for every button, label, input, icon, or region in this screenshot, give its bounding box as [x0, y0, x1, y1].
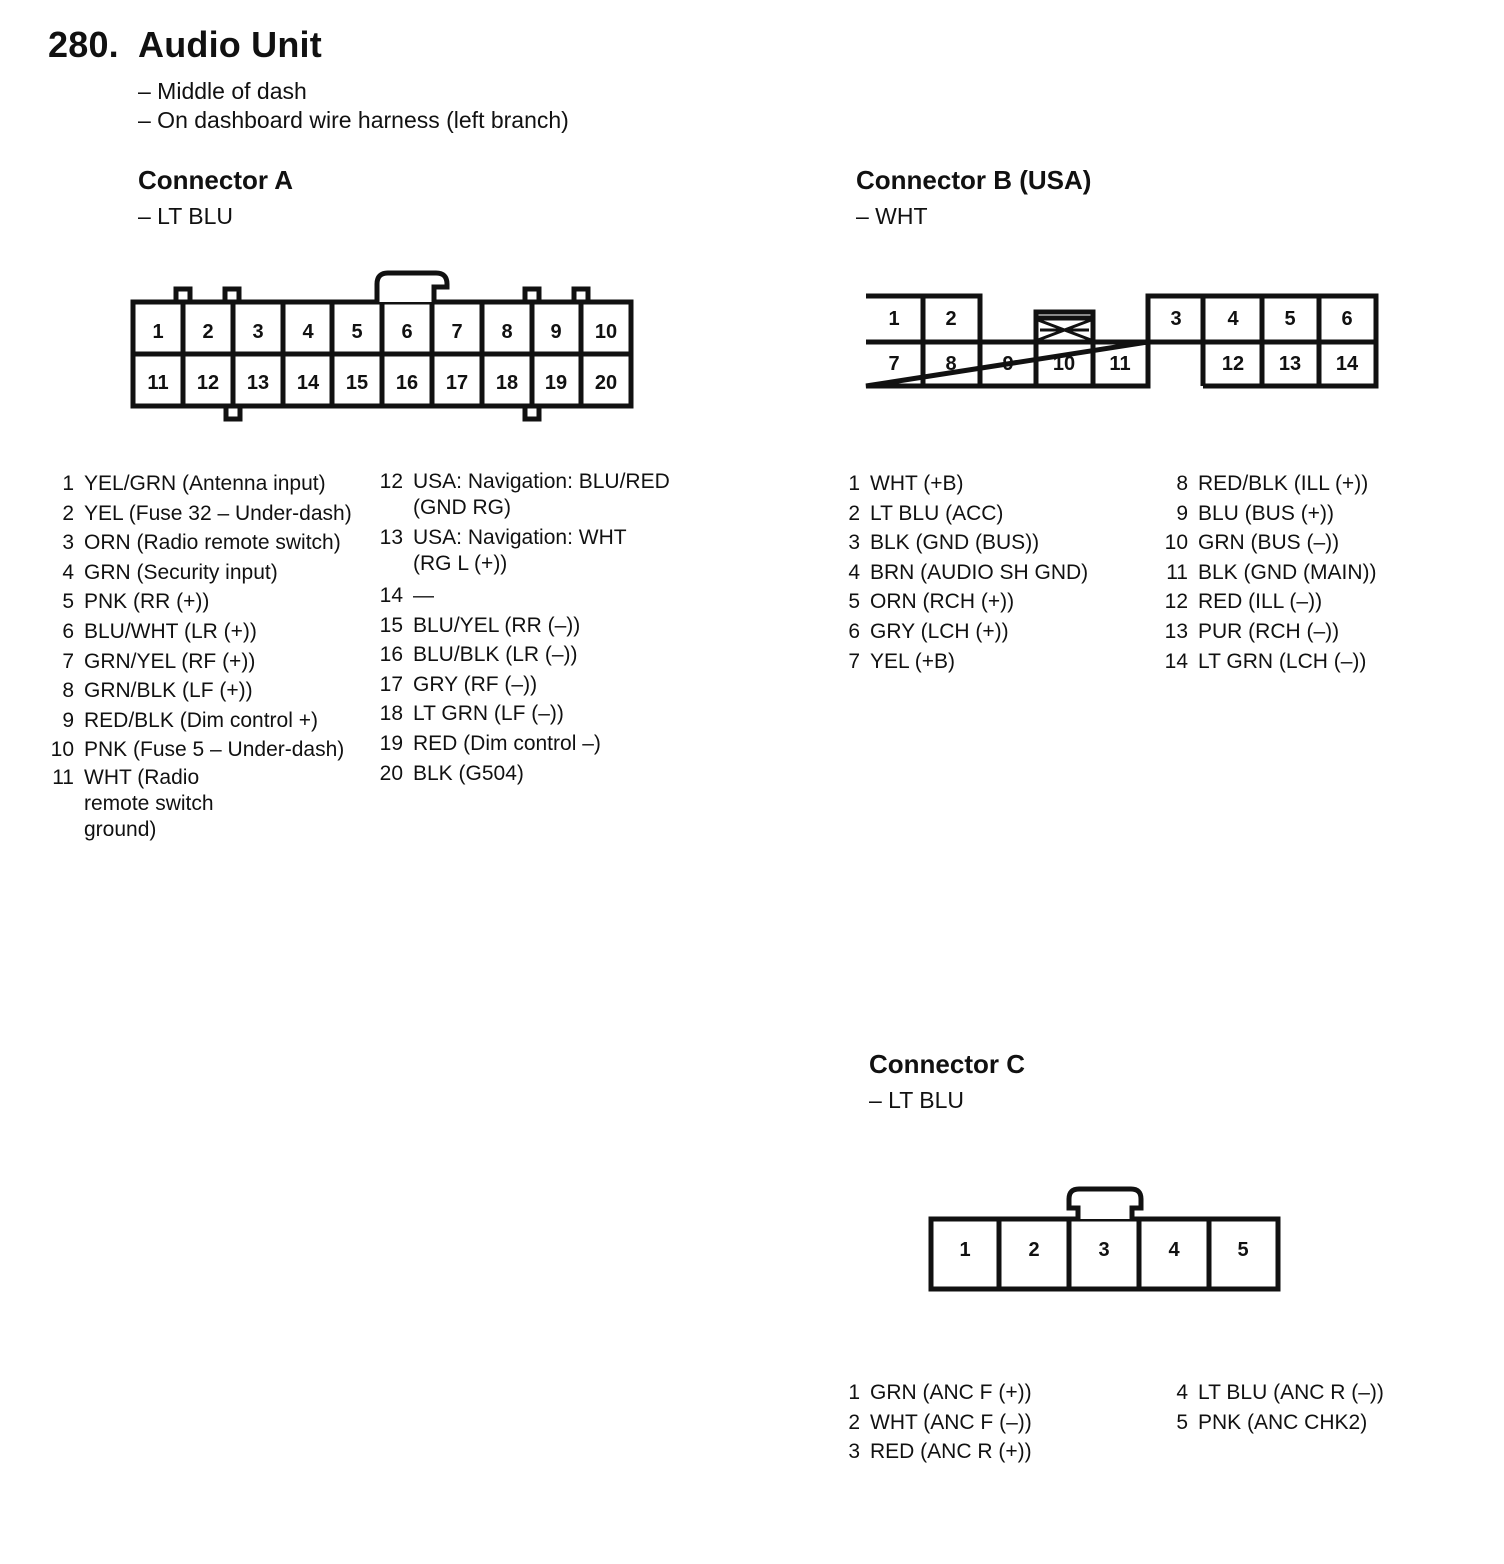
pin-number: 8: [62, 679, 74, 703]
pin-description: GRY (RF (–)): [413, 672, 538, 696]
pin-number: 1: [62, 472, 74, 495]
list-item: [377, 699, 707, 729]
pin-description: RED/BLK (ILL (+)): [1198, 472, 1369, 495]
list-item: [377, 525, 707, 577]
pin-number: 6: [848, 619, 860, 643]
pin-number: 5: [1176, 1410, 1188, 1434]
connector-c-pin-label: 4: [1168, 1239, 1180, 1261]
pin-number: 6: [62, 619, 74, 643]
pin-description: RED (ANC R (+)): [870, 1440, 1032, 1464]
pin-number: 8: [1176, 472, 1188, 495]
pin-description: GRN/YEL (RF (+)): [84, 649, 256, 673]
list-item: [834, 1378, 1154, 1408]
pin-description: USA: Navigation: WHT (RG L (+)): [413, 526, 627, 575]
pin-description: PNK (RR (+)): [84, 590, 210, 614]
connector-b-pin-label: 14: [1335, 353, 1359, 375]
list-item: [48, 647, 388, 677]
list-item: [377, 611, 707, 641]
pin-description: WHT (+B): [870, 472, 964, 495]
pin-description: YEL (+B): [870, 649, 956, 673]
pin-number: 17: [379, 672, 403, 696]
pin-number: 12: [379, 470, 403, 493]
list-item: [48, 587, 388, 617]
list-item: [48, 469, 388, 499]
pin-number: 14: [1164, 649, 1188, 673]
pin-number: 14: [379, 584, 403, 607]
pin-description: WHT (ANC F (–)): [870, 1410, 1032, 1434]
pin-number: 4: [1176, 1381, 1188, 1404]
pin-description: RED (Dim control –): [413, 731, 601, 755]
list-item: [48, 765, 388, 843]
pin-description: YEL (Fuse 32 – Under-dash): [84, 501, 352, 525]
connector-a-pin-label: 14: [296, 372, 320, 394]
connector-c-pin-list-2: [1162, 1378, 1492, 1437]
list-item: [377, 759, 707, 789]
list-item: [377, 640, 707, 670]
pin-description: YEL/GRN (Antenna input): [84, 472, 326, 495]
pin-description: GRN (BUS (–)): [1198, 531, 1340, 555]
pin-number: 1: [848, 472, 860, 495]
list-item: [377, 729, 707, 759]
list-item: [1162, 587, 1492, 617]
list-item: [48, 706, 388, 736]
pin-description: ORN (Radio remote switch): [84, 531, 341, 555]
pin-number: 1: [848, 1381, 860, 1404]
connector-a-pin-label: 16: [395, 372, 419, 394]
pin-number: 4: [848, 560, 860, 584]
connector-b-pin-label: 13: [1278, 353, 1302, 375]
list-item: [48, 676, 388, 706]
pin-description: USA: Navigation: BLU/RED (GND RG): [413, 470, 670, 519]
pin-description: WHT (Radio remote switch ground): [84, 765, 214, 841]
connector-a-pin-label: 15: [345, 372, 369, 394]
list-item: [834, 469, 1154, 499]
list-item: [1162, 528, 1492, 558]
connector-b-pin-label: 1: [888, 308, 900, 330]
connector-a-pin-label: 8: [501, 321, 513, 343]
location-line-1: – Middle of dash: [138, 78, 307, 104]
pin-description: RED (ILL (–)): [1198, 590, 1323, 614]
connector-b-pin-list-1: [834, 469, 1154, 676]
pin-description: BLK (GND (MAIN)): [1198, 560, 1377, 584]
component-title: Audio Unit: [138, 24, 322, 65]
list-item: [1162, 469, 1492, 499]
pin-description: GRN (Security input): [84, 560, 278, 584]
connector-a-pin-label: 1: [152, 321, 164, 343]
list-item: [1162, 647, 1492, 677]
connector-a-pin-label: 20: [594, 372, 618, 394]
pin-number: 3: [62, 531, 74, 555]
pin-number: 20: [379, 761, 403, 785]
connector-b-pin-label: 7: [888, 353, 900, 375]
connector-b-pin-label: 4: [1227, 308, 1239, 330]
list-item: [1162, 499, 1492, 529]
location-line-2: – On dashboard wire harness (left branch): [138, 107, 569, 133]
pin-number: 11: [1166, 560, 1188, 584]
pin-description: BLK (G504): [413, 761, 524, 785]
pin-description: LT GRN (LF (–)): [413, 702, 564, 726]
pin-number: 11: [52, 765, 74, 789]
pin-description: RED/BLK (Dim control +): [84, 708, 318, 732]
connector-a-pin-label: 5: [351, 321, 363, 343]
pin-description: LT BLU (ACC): [870, 501, 1004, 525]
pin-description: BLU/BLK (LR (–)): [413, 643, 578, 667]
connector-a-pin-label: 17: [445, 372, 469, 394]
pin-description: BLU/WHT (LR (+)): [84, 619, 257, 643]
connector-c-pin-label: 3: [1098, 1239, 1110, 1261]
connector-a-title: Connector A: [138, 165, 294, 195]
connector-b-pin-list-2: [1162, 469, 1492, 676]
connector-c-pin-list-1: [834, 1378, 1154, 1467]
pin-number: 10: [1164, 531, 1188, 555]
connector-b-pin-label: 10: [1052, 353, 1076, 375]
list-item: [48, 499, 388, 529]
pin-number: 9: [1176, 501, 1188, 525]
connector-c-title: Connector C: [869, 1049, 1025, 1079]
connector-b-pin-label: 11: [1109, 353, 1131, 375]
list-item: [48, 528, 388, 558]
pin-number: 15: [379, 613, 403, 637]
pin-number: 7: [848, 649, 860, 673]
pin-description: BLK (GND (BUS)): [870, 531, 1040, 555]
connector-a-pin-label: 19: [544, 372, 568, 394]
connector-b-pin-label: 6: [1341, 308, 1353, 330]
connector-b-color: – WHT: [856, 203, 928, 229]
connector-a-pin-label: 12: [196, 372, 220, 394]
pin-number: 7: [62, 649, 74, 673]
component-number: 280.: [48, 24, 119, 65]
pin-number: 9: [62, 708, 74, 732]
list-item: [834, 499, 1154, 529]
connector-b-pin-label: 2: [945, 308, 957, 330]
list-item: [377, 670, 707, 700]
list-item: [48, 558, 388, 588]
pin-description: BLU/YEL (RR (–)): [413, 613, 581, 637]
list-item: [377, 469, 707, 521]
list-item: [834, 587, 1154, 617]
connector-a-diagram: [133, 273, 631, 419]
connector-a-pin-label: 3: [252, 321, 264, 343]
connector-b-pin-label: 3: [1170, 308, 1182, 330]
pin-description: BLU (BUS (+)): [1198, 501, 1334, 525]
pin-number: 4: [62, 560, 74, 584]
connector-b-pin-label: 12: [1221, 353, 1245, 375]
connector-c-pin-label: 5: [1237, 1239, 1249, 1261]
connector-a-pin-label: 2: [202, 321, 214, 343]
pin-number: 10: [50, 738, 74, 762]
pin-number: 2: [848, 501, 860, 525]
connector-a-pin-list-2: [377, 469, 707, 788]
connector-b-pin-label: 9: [1002, 353, 1014, 375]
list-item: [1162, 1378, 1492, 1408]
pin-number: 5: [62, 590, 74, 614]
pin-description: LT GRN (LCH (–)): [1198, 649, 1367, 673]
connector-c-color: – LT BLU: [869, 1087, 965, 1113]
list-item: [1162, 1408, 1492, 1438]
list-item: [48, 617, 388, 647]
pin-description: —: [413, 584, 434, 607]
pin-number: 19: [379, 731, 403, 755]
pin-description: GRY (LCH (+)): [870, 619, 1009, 643]
pin-number: 13: [1164, 619, 1188, 643]
connector-b-pin-label: 8: [945, 353, 957, 375]
pin-number: 2: [62, 501, 74, 525]
list-item: [834, 1437, 1154, 1467]
connector-c-pin-label: 1: [959, 1239, 971, 1261]
pin-description: GRN (ANC F (+)): [870, 1381, 1032, 1404]
connector-a-pin-label: 6: [401, 321, 413, 343]
connector-a-pin-label: 9: [550, 321, 562, 343]
connector-b-title: Connector B (USA): [856, 165, 1092, 195]
pin-description: GRN/BLK (LF (+)): [84, 679, 253, 703]
list-item: [834, 1408, 1154, 1438]
connector-b-pin-label: 5: [1284, 308, 1296, 330]
connector-a-color: – LT BLU: [138, 203, 234, 229]
connector-a-pin-label: 11: [147, 372, 169, 394]
pin-description: PNK (Fuse 5 – Under-dash): [84, 738, 345, 762]
connector-a-pin-label: 13: [246, 372, 270, 394]
connector-a-pin-label: 10: [594, 321, 618, 343]
list-item: [1162, 617, 1492, 647]
pin-number: 12: [1164, 590, 1188, 614]
pin-number: 3: [848, 1440, 860, 1464]
connector-c-pin-label: 2: [1028, 1239, 1040, 1261]
pin-description: ORN (RCH (+)): [870, 590, 1015, 614]
pin-description: PNK (ANC CHK2): [1198, 1410, 1368, 1434]
pin-description: LT BLU (ANC R (–)): [1198, 1381, 1384, 1404]
pin-number: 16: [379, 643, 403, 667]
list-item: [377, 581, 707, 611]
pin-description: PUR (RCH (–)): [1198, 619, 1340, 643]
list-item: [834, 558, 1154, 588]
pin-description: BRN (AUDIO SH GND): [870, 560, 1089, 584]
list-item: [1162, 558, 1492, 588]
pin-number: 18: [379, 702, 403, 726]
list-item: [48, 735, 388, 765]
pin-number: 13: [379, 526, 403, 549]
connector-a-pin-label: 18: [495, 372, 519, 394]
list-item: [834, 617, 1154, 647]
connector-a-pin-label: 7: [451, 321, 463, 343]
pin-number: 2: [848, 1410, 860, 1434]
connector-a-pin-label: 4: [302, 321, 314, 343]
list-item: [834, 528, 1154, 558]
connector-a-pin-list-1: [48, 469, 388, 847]
pin-number: 3: [848, 531, 860, 555]
pin-number: 5: [848, 590, 860, 614]
list-item: [834, 647, 1154, 677]
